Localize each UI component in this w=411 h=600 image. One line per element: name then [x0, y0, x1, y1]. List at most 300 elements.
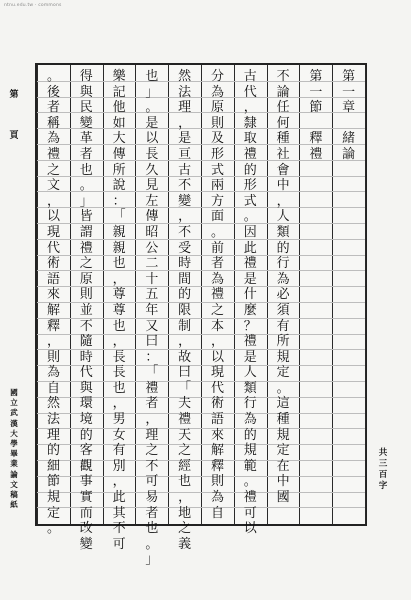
manuscript-char: 者 — [145, 505, 159, 521]
manuscript-char: 原 — [79, 271, 93, 287]
manuscript-char: 禮 — [243, 146, 257, 162]
manuscript-char: 為 — [46, 131, 60, 147]
manuscript-char: ， — [112, 334, 126, 350]
manuscript-char: 昭 — [145, 224, 159, 240]
manuscript-char: 之 — [46, 162, 60, 178]
manuscript-char: 解 — [46, 302, 60, 318]
manuscript-char: 也 — [79, 162, 93, 178]
manuscript-char: 的 — [243, 427, 257, 443]
manuscript-char: 不 — [112, 521, 126, 537]
paper-brand-char: 畢 — [10, 449, 18, 459]
manuscript-char: 並 — [79, 302, 93, 318]
manuscript-char: ， — [145, 412, 159, 428]
manuscript-char: 女 — [112, 427, 126, 443]
manuscript-char: 。 — [145, 100, 159, 116]
manuscript-char: 也 — [112, 380, 126, 396]
manuscript-char: 則 — [46, 349, 60, 365]
manuscript-char: 為 — [243, 412, 257, 428]
manuscript-char: 亘 — [178, 146, 192, 162]
manuscript-char: 範 — [243, 458, 257, 474]
manuscript-char: 第 — [309, 69, 323, 84]
manuscript-char: 也 — [112, 318, 126, 334]
manuscript-char: 現 — [210, 365, 224, 381]
manuscript-column-text — [74, 69, 99, 552]
manuscript-char: 社 — [276, 146, 290, 162]
manuscript-char: 得 — [79, 69, 93, 84]
manuscript-char: 代 — [210, 380, 224, 396]
manuscript-char: 來 — [210, 427, 224, 443]
manuscript-char: 古 — [243, 69, 257, 84]
manuscript-char: 變 — [79, 115, 93, 131]
manuscript-char: 的 — [178, 287, 192, 303]
manuscript-char: 禮 — [178, 412, 192, 428]
manuscript-char: 術 — [46, 256, 60, 272]
manuscript-char: 則 — [79, 287, 93, 303]
manuscript-char: 為 — [210, 490, 224, 506]
manuscript-char — [336, 116, 361, 132]
manuscript-column-text — [172, 69, 197, 552]
manuscript-char: 的 — [276, 240, 290, 256]
grid-column-rule — [37, 65, 38, 524]
manuscript-char: 義 — [178, 536, 192, 552]
manuscript-char: 與 — [79, 84, 93, 100]
manuscript-char: 章 — [342, 100, 356, 116]
manuscript-char: 術 — [210, 396, 224, 412]
manuscript-char: 一 — [342, 84, 356, 100]
manuscript-char: 之 — [210, 302, 224, 318]
manuscript-column — [271, 65, 296, 524]
manuscript-char: 者 — [46, 100, 60, 116]
manuscript-char: 時 — [178, 256, 192, 272]
manuscript-char: 隨 — [79, 334, 93, 350]
manuscript-char: 行 — [276, 256, 290, 272]
manuscript-char: 也 — [112, 256, 126, 272]
paper-brand-char: 武 — [10, 408, 18, 418]
manuscript-char: 禮 — [243, 334, 257, 350]
manuscript-char: 也 — [178, 474, 192, 490]
manuscript-char: 方 — [210, 193, 224, 209]
manuscript-char: 樂 — [112, 69, 126, 84]
manuscript-char: 傳 — [112, 146, 126, 162]
manuscript-char: 國 — [276, 490, 290, 506]
paper-brand-char: 稿 — [10, 490, 18, 500]
manuscript-char: 尊 — [112, 287, 126, 303]
manuscript-char: 理 — [46, 427, 60, 443]
manuscript-char: 又 — [145, 318, 159, 334]
paper-brand-char: 漢 — [10, 418, 18, 428]
manuscript-char: 理 — [145, 427, 159, 443]
manuscript-char: 是 — [145, 115, 159, 131]
manuscript-char: 什 — [243, 287, 257, 303]
manuscript-char: 二 — [145, 256, 159, 272]
manuscript-char: 以 — [210, 349, 224, 365]
manuscript-char: 第 — [342, 69, 356, 84]
manuscript-char: 規 — [276, 427, 290, 443]
manuscript-char: 說 — [112, 178, 126, 194]
grid-column-rule — [365, 65, 366, 524]
manuscript-char: 此 — [112, 490, 126, 506]
manuscript-char: 後 — [46, 84, 60, 100]
manuscript-char: 一 — [309, 84, 323, 100]
manuscript-char: 天 — [178, 427, 192, 443]
manuscript-char: 不 — [178, 224, 192, 240]
left-page-label — [7, 88, 21, 144]
manuscript-column — [41, 65, 66, 537]
manuscript-char: 的 — [79, 427, 93, 443]
manuscript-column — [107, 65, 132, 552]
manuscript-char: 則 — [210, 115, 224, 131]
manuscript-column — [139, 65, 164, 568]
manuscript-char: 可 — [145, 474, 159, 490]
manuscript-char: 「 — [112, 209, 126, 225]
manuscript-char: 親 — [112, 224, 126, 240]
manuscript-char: 會 — [276, 162, 290, 178]
manuscript-char: 有 — [276, 318, 290, 334]
manuscript-char: 禮 — [46, 146, 60, 162]
paper-brand-char: 大 — [10, 428, 18, 438]
manuscript-char: 久 — [145, 162, 159, 178]
manuscript-char: 變 — [178, 193, 192, 209]
manuscript-char: 規 — [243, 443, 257, 459]
manuscript-char: 實 — [79, 490, 93, 506]
manuscript-char: 是 — [243, 271, 257, 287]
manuscript-char: ： — [145, 349, 159, 365]
manuscript-char: 有 — [112, 443, 126, 459]
manuscript-char: 禮 — [243, 490, 257, 506]
manuscript-char: 受 — [178, 240, 192, 256]
manuscript-char: 境 — [79, 412, 93, 428]
manuscript-char: 規 — [276, 349, 290, 365]
manuscript-char: ， — [112, 474, 126, 490]
manuscript-char: 為 — [46, 365, 60, 381]
grid-column-rule — [332, 65, 333, 524]
manuscript-char: 兩 — [210, 178, 224, 194]
page-count-label — [377, 448, 389, 492]
manuscript-char: 所 — [276, 334, 290, 350]
manuscript-char: 來 — [46, 287, 60, 303]
manuscript-char: 式 — [243, 193, 257, 209]
manuscript-char: 夫 — [178, 396, 192, 412]
manuscript-char: 以 — [145, 131, 159, 147]
manuscript-column-text — [336, 69, 361, 163]
manuscript-char: 節 — [46, 474, 60, 490]
manuscript-char: 定 — [276, 365, 290, 381]
manuscript-char: 形 — [210, 146, 224, 162]
manuscript-char: 可 — [112, 536, 126, 552]
manuscript-char: 制 — [178, 318, 192, 334]
manuscript-char: 限 — [178, 302, 192, 318]
manuscript-char: 代 — [46, 240, 60, 256]
manuscript-char: 之 — [145, 443, 159, 459]
paper-brand-char: 學 — [10, 439, 18, 449]
manuscript-char: 須 — [276, 302, 290, 318]
manuscript-column — [303, 65, 328, 524]
manuscript-char: 釋 — [210, 458, 224, 474]
manuscript-char: 禮 — [145, 380, 159, 396]
manuscript-char: 何 — [276, 115, 290, 131]
manuscript-char: 者 — [79, 146, 93, 162]
manuscript-column — [336, 65, 361, 524]
manuscript-char: 人 — [276, 209, 290, 225]
manuscript-char: 地 — [178, 505, 192, 521]
manuscript-char: 間 — [178, 271, 192, 287]
manuscript-char: 曰 — [145, 334, 159, 350]
grid-column-rule — [267, 65, 268, 524]
paper-brand-char: 立 — [10, 398, 18, 408]
manuscript-column — [238, 65, 263, 537]
manuscript-char: 長 — [112, 365, 126, 381]
manuscript-char: 禮 — [210, 287, 224, 303]
manuscript-char: 左 — [145, 193, 159, 209]
manuscript-char: 變 — [79, 536, 93, 552]
manuscript-char: 以 — [46, 209, 60, 225]
manuscript-char: 為 — [210, 271, 224, 287]
manuscript-char: 不 — [145, 458, 159, 474]
manuscript-column-text — [139, 69, 164, 568]
manuscript-char: 分 — [210, 69, 224, 84]
manuscript-char: 禮 — [309, 146, 323, 162]
manuscript-char: 。 — [243, 209, 257, 225]
manuscript-char: 古 — [178, 162, 192, 178]
manuscript-char — [303, 116, 328, 132]
manuscript-char: 及 — [210, 131, 224, 147]
manuscript-char: 這 — [276, 396, 290, 412]
grid-column-rule — [168, 65, 169, 524]
manuscript-char: 民 — [79, 100, 93, 116]
manuscript-char: 謂 — [79, 224, 93, 240]
manuscript-char: 釋 — [309, 131, 323, 147]
manuscript-char: 代 — [79, 365, 93, 381]
manuscript-char: 可 — [243, 505, 257, 521]
manuscript-char: ， — [46, 334, 60, 350]
page-count-char: 共 — [378, 448, 388, 458]
manuscript-char: 他 — [112, 100, 126, 116]
paper-brand-char: 業 — [10, 459, 18, 469]
grid-column-rule — [103, 65, 104, 524]
manuscript-char: 在 — [276, 458, 290, 474]
manuscript-char: 緒 — [342, 131, 356, 147]
manuscript-char: 則 — [210, 474, 224, 490]
manuscript-char: 曰 — [178, 365, 192, 381]
manuscript-char: 其 — [112, 505, 126, 521]
manuscript-char: 之 — [178, 521, 192, 537]
manuscript-char: 此 — [243, 240, 257, 256]
manuscript-char: 十 — [145, 271, 159, 287]
manuscript-char: 。 — [210, 224, 224, 240]
manuscript-char: ， — [112, 396, 126, 412]
manuscript-char: 。 — [145, 536, 159, 552]
page-count-char: 百 — [378, 470, 388, 480]
grid-column-rule — [234, 65, 235, 524]
manuscript-char: 現 — [46, 224, 60, 240]
manuscript-char: 易 — [145, 490, 159, 506]
manuscript-char: 隸 — [243, 115, 257, 131]
manuscript-column-text — [271, 69, 296, 506]
grid-column-rule — [299, 65, 300, 524]
manuscript-char: 「 — [178, 380, 192, 396]
manuscript-char: 而 — [79, 505, 93, 521]
manuscript-char: 為 — [210, 84, 224, 100]
manuscript-char: 不 — [276, 69, 290, 84]
manuscript-char: ： — [112, 193, 126, 209]
manuscript-char: 規 — [46, 490, 60, 506]
manuscript-char: 長 — [112, 349, 126, 365]
manuscript-char: 任 — [276, 100, 290, 116]
manuscript-char: ， — [243, 100, 257, 116]
manuscript-column-text — [303, 69, 328, 163]
manuscript-char: 皆 — [79, 209, 93, 225]
manuscript-char: 。 — [79, 178, 93, 194]
manuscript-char: 是 — [178, 131, 192, 147]
manuscript-char: 傳 — [145, 209, 159, 225]
manuscript-char: 也 — [145, 521, 159, 537]
manuscript-char: 形 — [243, 178, 257, 194]
manuscript-char: 語 — [46, 271, 60, 287]
manuscript-char: ， — [178, 490, 192, 506]
manuscript-char: 細 — [46, 458, 60, 474]
manuscript-char: 革 — [79, 131, 93, 147]
manuscript-char: 「 — [145, 365, 159, 381]
manuscript-char: 。 — [46, 521, 60, 537]
manuscript-char: ， — [112, 271, 126, 287]
manuscript-char: 稱 — [46, 115, 60, 131]
manuscript-char: 式 — [210, 162, 224, 178]
manuscript-column-text — [41, 69, 66, 537]
manuscript-char: 的 — [46, 443, 60, 459]
manuscript-char: 記 — [112, 84, 126, 100]
manuscript-char: ？ — [243, 318, 257, 334]
manuscript-char: 取 — [243, 131, 257, 147]
manuscript-char: 類 — [276, 224, 290, 240]
manuscript-column — [205, 65, 230, 524]
manuscript-char: 種 — [276, 412, 290, 428]
manuscript-char: 以 — [243, 521, 257, 537]
manuscript-char: 是 — [243, 349, 257, 365]
manuscript-char: 親 — [112, 240, 126, 256]
manuscript-char: 類 — [243, 380, 257, 396]
manuscript-char: 長 — [145, 146, 159, 162]
manuscript-char: 的 — [243, 162, 257, 178]
manuscript-char: 環 — [79, 396, 93, 412]
manuscript-char: 自 — [210, 505, 224, 521]
page-count-char: 三 — [378, 459, 388, 469]
manuscript-char: 所 — [112, 162, 126, 178]
manuscript-char: 別 — [112, 458, 126, 474]
manuscript-char: 事 — [79, 474, 93, 490]
manuscript-column — [172, 65, 197, 552]
manuscript-char: 行 — [243, 396, 257, 412]
paper-brand-label — [9, 388, 19, 510]
manuscript-char: 麼 — [243, 302, 257, 318]
manuscript-char: 五 — [145, 287, 159, 303]
manuscript-char: 論 — [276, 84, 290, 100]
manuscript-char: ， — [210, 334, 224, 350]
manuscript-char: 經 — [178, 458, 192, 474]
manuscript-char: 見 — [145, 178, 159, 194]
manuscript-char: 」 — [145, 552, 159, 568]
paper-brand-char: 文 — [10, 479, 18, 489]
manuscript-char: 」 — [145, 84, 159, 100]
paper-brand-char: 論 — [10, 469, 18, 479]
manuscript-column-text — [107, 69, 132, 552]
grid-column-rule — [135, 65, 136, 524]
page-label-char: 頁 — [9, 131, 19, 141]
manuscript-char: 中 — [276, 474, 290, 490]
page-label-char: 第 — [9, 90, 19, 100]
manuscript-char: 釋 — [46, 318, 60, 334]
manuscript-char: 定 — [276, 443, 290, 459]
manuscript-char: 與 — [79, 380, 93, 396]
manuscript-char: 禮 — [243, 256, 257, 272]
manuscript-char: 然 — [46, 396, 60, 412]
page-count-char: 字 — [378, 481, 388, 491]
manuscript-char: 論 — [342, 146, 356, 162]
manuscript-char: 定 — [46, 505, 60, 521]
manuscript-char: 尊 — [112, 302, 126, 318]
manuscript-column-text — [205, 69, 230, 521]
manuscript-char: 客 — [79, 443, 93, 459]
manuscript-char: 禮 — [79, 240, 93, 256]
manuscript-char: 法 — [178, 84, 192, 100]
manuscript-char: 前 — [210, 240, 224, 256]
manuscript-char: 者 — [210, 256, 224, 272]
manuscript-char: 不 — [178, 178, 192, 194]
paper-brand-char: 國 — [10, 388, 18, 397]
manuscript-char: 代 — [243, 84, 257, 100]
manuscript-char: ， — [46, 193, 60, 209]
manuscript-char: 。 — [243, 474, 257, 490]
manuscript-column — [74, 65, 99, 552]
manuscript-char: 觀 — [79, 458, 93, 474]
paper-brand-char: 紙 — [10, 500, 18, 510]
manuscript-char: 文 — [46, 178, 60, 194]
manuscript-char: 之 — [79, 256, 93, 272]
manuscript-char: 不 — [79, 318, 93, 334]
manuscript-char: 故 — [178, 349, 192, 365]
manuscript-char: 節 — [309, 100, 323, 116]
manuscript-char: 必 — [276, 287, 290, 303]
manuscript-char: 為 — [276, 271, 290, 287]
grid-column-rule — [70, 65, 71, 524]
manuscript-char: 。 — [46, 69, 60, 84]
manuscript-char: 本 — [210, 318, 224, 334]
manuscript-char: 也 — [145, 69, 159, 84]
manuscript-char: 」 — [79, 193, 93, 209]
manuscript-char: 解 — [210, 443, 224, 459]
manuscript-char: 語 — [210, 412, 224, 428]
manuscript-column-text — [238, 69, 263, 537]
manuscript-char: 大 — [112, 131, 126, 147]
manuscript-char: 。 — [276, 380, 290, 396]
manuscript-char: 原 — [210, 100, 224, 116]
manuscript-char: 改 — [79, 521, 93, 537]
manuscript-char: 然 — [178, 69, 192, 84]
manuscript-char: 種 — [276, 131, 290, 147]
manuscript-char: 因 — [243, 224, 257, 240]
manuscript-char: 者 — [145, 396, 159, 412]
manuscript-char: ， — [276, 193, 290, 209]
watermark-text: ntnu.edu.tw · commons — [4, 3, 62, 8]
manuscript-char: 人 — [243, 365, 257, 381]
manuscript-char: 自 — [46, 380, 60, 396]
manuscript-char: 年 — [145, 302, 159, 318]
manuscript-char: 法 — [46, 412, 60, 428]
manuscript-char: 男 — [112, 412, 126, 428]
manuscript-char: 理 — [178, 100, 192, 116]
manuscript-char: ， — [178, 334, 192, 350]
manuscript-char: 公 — [145, 240, 159, 256]
manuscript-char: 之 — [178, 443, 192, 459]
